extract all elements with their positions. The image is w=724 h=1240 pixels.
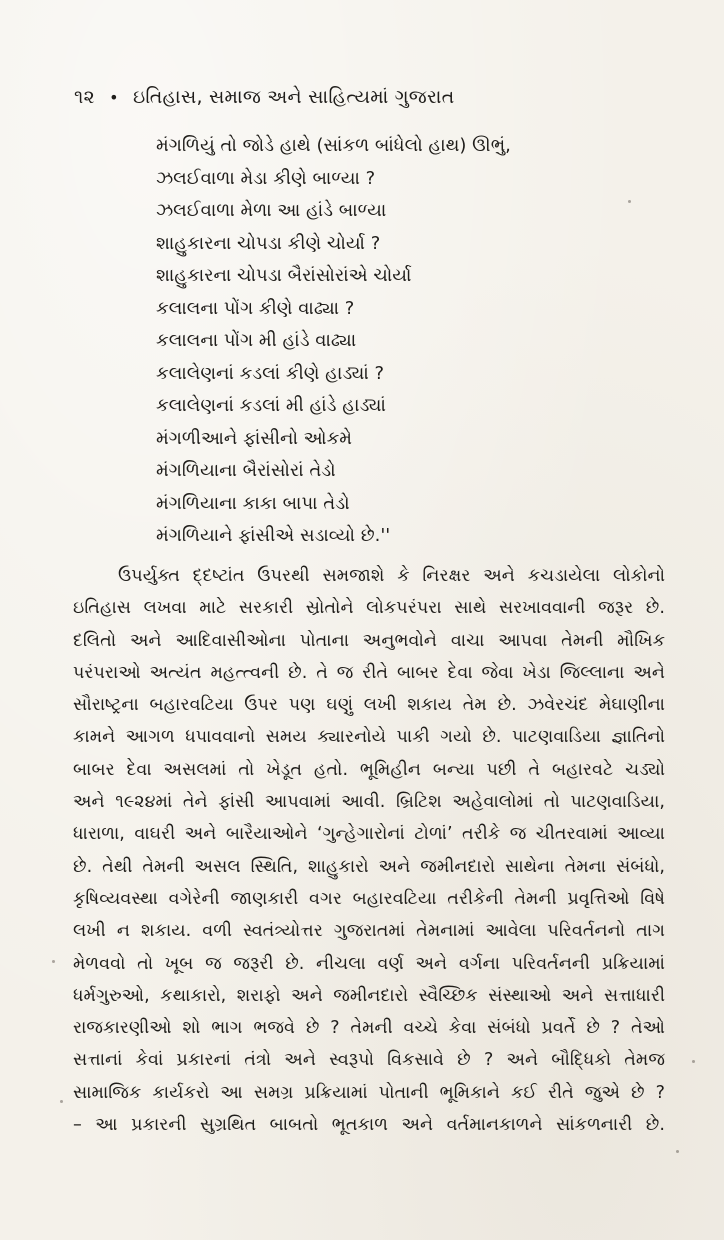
paper-speck [692, 1060, 695, 1063]
paper-speck [628, 200, 631, 203]
verse-line: કલાલેણનાં કડલાં કીણે હાડ્યાં ? [156, 362, 385, 384]
paragraph-line: પરંપરાઓ અત્યંત મહત્ત્વની છે. તે જ રીતે બાબર દેવા જેવા ખેડા જિલ્લાના અને [73, 662, 665, 683]
paragraph-line: સત્તાનાં કેવાં પ્રકારનાં તંત્રો અને સ્વરૂપો વિકસાવે છે ? અને બૌદ્ધિકો તેમજ [73, 1050, 665, 1071]
running-title: ઇતિહાસ, સમાજ અને સાહિત્યમાં ગુજરાત [133, 86, 455, 108]
paragraph-line: સામાજિક કાર્યકરો આ સમગ્ર પ્રક્રિયામાં પોતાની ભૂમિકાને કઈ રીતે જુએ છે ? [73, 1082, 665, 1103]
paper-speck [676, 1150, 679, 1153]
paragraph-line: કામને આગળ ધપાવવાનો સમય ક્યારનોયે પાકી ગયો છે. પાટણવાડિયા જ્ઞાતિનો [73, 727, 665, 748]
paragraph-line: અને ૧૯૨૪માં તેને ફાંસી આપવામાં આવી. બ્રિટિશ અહેવાલોમાં તો પાટણવાડિયા, [73, 792, 665, 813]
verse-line: મંગળિયું તો જોડે હાથે (સાંકળ બાંધેલો હાથ) ઊભું, [156, 135, 511, 156]
paragraph-line: ઇતિહાસ લખવા માટે સરકારી સ્રોતોને લોકપરંપરા સાથે સરખાવવાની જરૂર છે. [73, 598, 665, 619]
verse-line: ઝલઈવાળા મેળા આ હાંડે બાળ્યા [156, 200, 387, 221]
header-bullet: • [109, 88, 119, 107]
page-number: ૧૨ [74, 86, 95, 108]
paragraph-line: રાજકારણીઓ શો ભાગ ભજવે છે ? તેમની વચ્ચે કેવા સંબંધો પ્રવર્તે છે ? તેઓ [73, 1018, 665, 1039]
paper-speck [52, 960, 55, 963]
verse-line: મંગળીઆને ફાંસીનો ઓકમે [156, 427, 352, 449]
verse-line: કલાલના પોંગ કીણે વાઢ્યા ? [156, 297, 355, 319]
paragraph-line: ધર્મગુરુઓ, કથાકારો, શરાફો અને જમીનદારો સ્વૈચ્છિક સંસ્થાઓ અને સત્તાધારી [73, 985, 665, 1006]
verse-line: કલાલના પોંગ મી હાંડે વાઢ્યા [156, 330, 357, 351]
paragraph-line: લખી ન શકાય. વળી સ્વતંત્ર્યોત્તર ગુજરાતમાં તેમનામાં આવેલા પરિવર્તનનો તાગ [73, 921, 665, 942]
verse-line: ઝલઈવાળા મેડા કીણે બાળ્યા ? [156, 167, 376, 189]
paragraph-line: સૌરાષ્ટ્રના બહારવટિયા ઉપર પણ ઘણું લખી શકાય તેમ છે. ઝવેરચંદ મેઘાણીના [73, 695, 665, 716]
running-header [74, 86, 454, 108]
paragraph-line: મેળવવો તો ખૂબ જ જરૂરી છે. નીચલા વર્ણ અને વર્ગના પરિવર્તનની પ્રક્રિયામાં [73, 953, 665, 974]
body-paragraph [73, 560, 665, 1141]
verse-line: મંગળિયાના બૈરાંસોરાં તેડો [156, 460, 336, 481]
paragraph-line: બાબર દેવા અસલમાં તો ખેડૂત હતો. ભૂમિહીન બન્યા પછી તે બહારવટે ચડ્યો [73, 759, 665, 780]
verse-line: શાહુકારના ચોપડા કીણે ચોર્યા ? [156, 232, 381, 254]
verse-line: મંગળિયાના કાકા બાપા તેડો [156, 492, 350, 514]
verse-line: કલાલેણનાં કડલાં મી હાંડે હાડ્યાં [156, 395, 386, 416]
paragraph-line: ઉપર્યુક્ત દ્દષ્ટાંત ઉપરથી સમજાશે કે નિરક્ષર અને કચડાયેલા લોકોનો [118, 566, 665, 586]
paragraph-line: દલિતો અને આદિવાસીઓના પોતાના અનુભવોને વાચા આપવા તેમની મૌખિક [73, 630, 665, 651]
paragraph-line: – આ પ્રકારની સુગ્રથિત બાબતો ભૂતકાળ અને વર્તમાનકાળને સાંકળનારી છે. [73, 1115, 665, 1136]
verse-line: મંગળિયાને ફાંસીએ સડાવ્યો છે.'' [156, 525, 391, 546]
paragraph-line: કૃષિવ્યવસ્થા વગેરેની જાણકારી વગર બહારવટિયા તરીકેની તેમની પ્રવૃત્તિઓ વિષે [73, 888, 665, 909]
paper-speck [60, 1100, 63, 1103]
paragraph-line: ધારાળા, વાઘરી અને બારૈયાઓને ‘ગુન્હેગારોનાં ટોળાં’ તરીકે જ ચીતરવામાં આવ્યા [73, 824, 665, 845]
folk-song-verse [156, 130, 626, 553]
verse-line: શાહુકારના ચોપડા બૈરાંસોરાંએ ચોર્યા [156, 265, 412, 286]
paragraph-line: છે. તેથી તેમની અસલ સ્થિતિ, શાહુકારો અને જમીનદારો સાથેના તેમના સંબંધો, [73, 856, 665, 877]
